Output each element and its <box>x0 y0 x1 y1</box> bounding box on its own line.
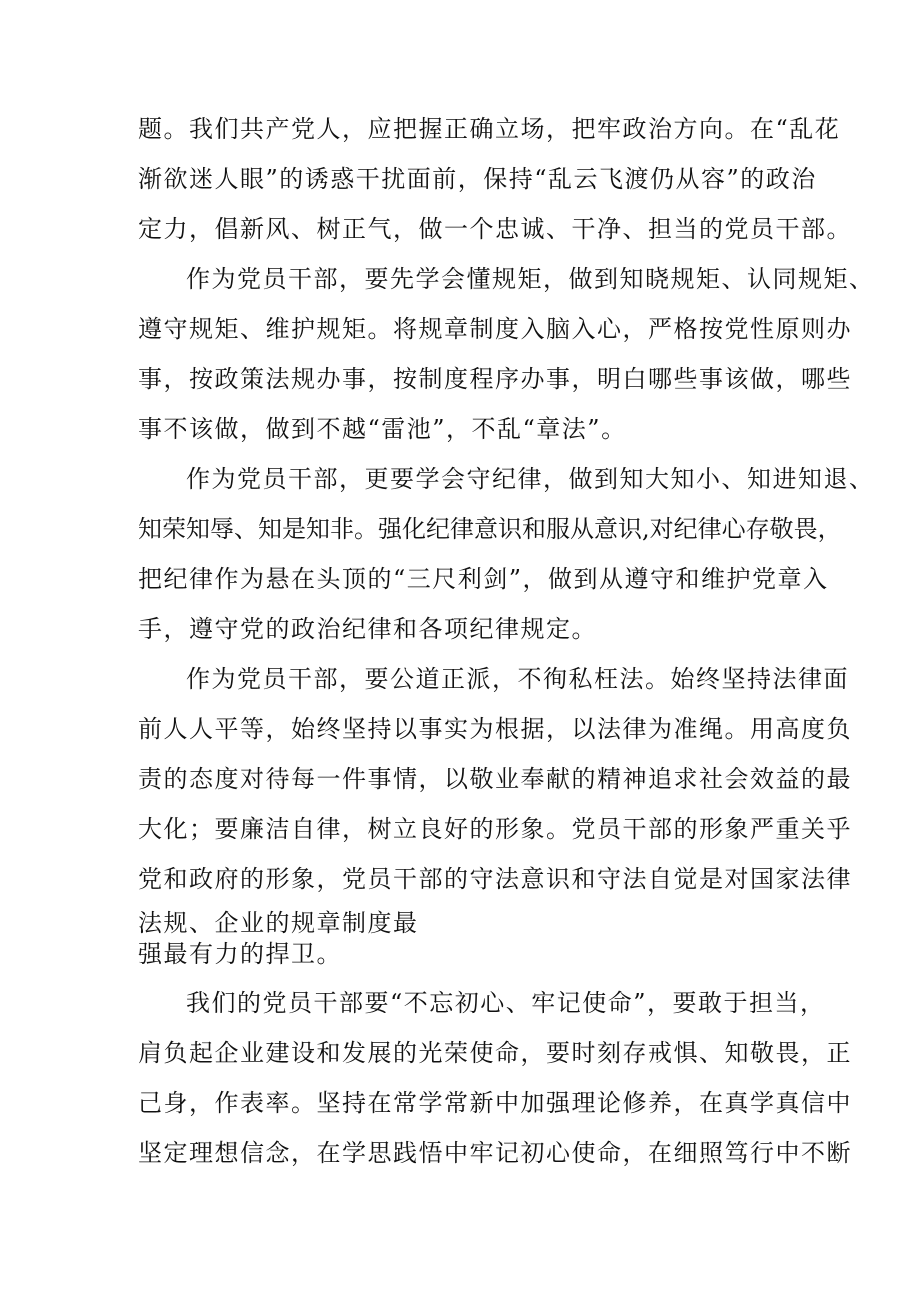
text-line: 手，遵守党的政治纪律和各项纪律规定。 <box>138 615 597 643</box>
paragraph-start-line: 作为党员干部，更要学会守纪律，做到知大知小、知进知退、 <box>186 465 875 493</box>
text-line: 前人人平等，始终坚持以事实为根据，以法律为准绳。用高度负 <box>138 715 852 743</box>
text-line: 把纪律作为悬在头顶的“三尺利剑”，做到从遵守和维护党章入 <box>138 565 829 593</box>
text-line: 肩负起企业建设和发展的光荣使命，要时刻存戒惧、知敬畏，正 <box>138 1039 852 1067</box>
text-line: 己身，作表率。坚持在常学常新中加强理论修养，在真学真信中 <box>138 1089 852 1117</box>
text-line: 大化；要廉洁自律，树立良好的形象。党员干部的形象严重关乎 <box>138 815 852 843</box>
text-line: 渐欲迷人眼”的诱惑干扰面前，保持“乱云飞渡仍从容”的政治 <box>138 165 817 193</box>
text-line: 党和政府的形象，党员干部的守法意识和守法自觉是对国家法律 <box>138 865 852 893</box>
text-line: 知荣知辱、知是知非。强化纪律意识和服从意识,对纪律心存敬畏， <box>138 515 842 543</box>
text-line: 遵守规矩、维护规矩。将规章制度入脑入心，严格按党性原则办 <box>138 315 852 343</box>
text-line: 事不该做，做到不越“雷池”，不乱“章法”。 <box>138 415 627 443</box>
text-line: 强最有力的捍卫。 <box>138 940 342 968</box>
paragraph-start-line: 作为党员干部，要先学会懂规矩，做到知晓规矩、认同规矩、 <box>186 265 875 293</box>
text-line: 定力，倡新风、树正气，做一个忠诚、干净、担当的党员干部。 <box>138 215 852 243</box>
text-line: 责的态度对待每一件事情，以敬业奉献的精神追求社会效益的最 <box>138 765 852 793</box>
text-line: 事，按政策法规办事，按制度程序办事，明白哪些事该做，哪些 <box>138 365 852 393</box>
paragraph-start-line: 作为党员干部，要公道正派，不徇私枉法。始终坚持法律面 <box>186 665 849 693</box>
text-line: 法规、企业的规章制度最 <box>138 909 419 937</box>
text-line: 坚定理想信念，在学思践悟中牢记初心使命，在细照笃行中不断 <box>138 1139 852 1167</box>
paragraph-start-line: 我们的党员干部要“不忘初心、牢记使命”，要敢于担当， <box>186 989 826 1017</box>
text-line: 题。我们共产党人，应把握正确立场，把牢政治方向。在“乱花 <box>138 115 841 143</box>
